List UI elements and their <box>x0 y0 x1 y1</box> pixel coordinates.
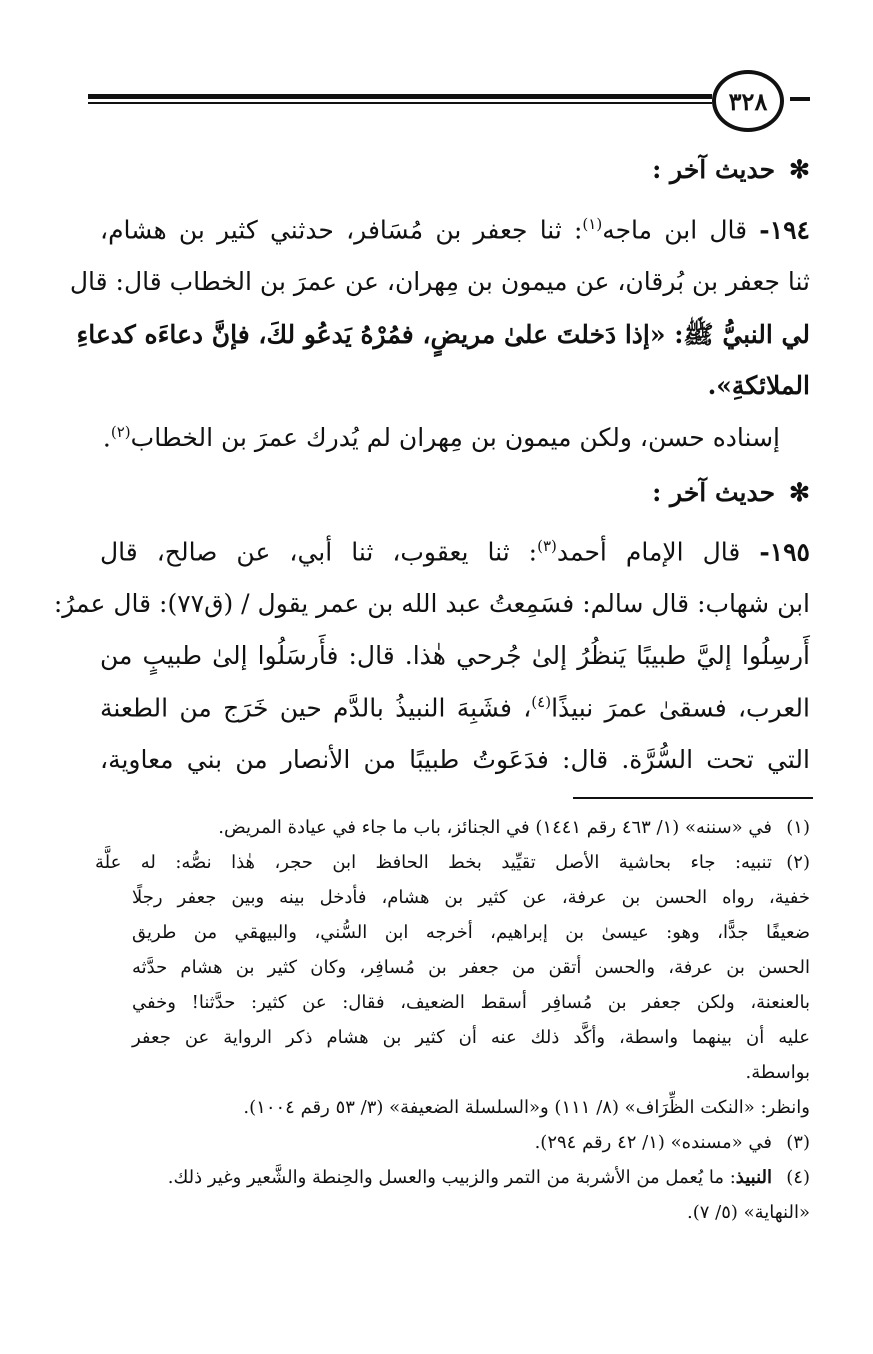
footnote-ref[interactable]: (٢) <box>110 423 131 441</box>
hadith-194-line-1: ١٩٤- قال ابن ماجه$^{(١)}$: ثنا جعفر بن مُسَافر، حدثني كثير بن هشام، <box>100 215 810 245</box>
hadith-195-line-4: العرب، فسقىٰ عمرَ نبيذًا$^{(٤)}$، فشَبِهَ النبيذُ بالدَّم حين خَرَج من الطعنة <box>100 693 810 723</box>
hadith-195-line-1: ١٩٥- قال الإمام أحمد$^{(٣)}$: ثنا يعقوب، ثنا أبي، عن صالح، قال <box>100 537 810 567</box>
footnote-2-line-2: خفية، رواه الحسن بن عرفة، عن كثير بن هشام، فأدخل بينه وبين جعفر رجلًا <box>132 887 810 908</box>
asterisk-icon: ✻ <box>789 155 810 184</box>
footnote-2-line-5: بالعنعنة، ولكن جعفر بن مُسافِر أسقط الضعيف، فقال: عن كثير: حدَّثنا! وخفي <box>132 992 810 1013</box>
header-rule <box>88 94 712 106</box>
hadith-195-line-3: أَرسِلُوا إليَّ طبيبًا يَنظُرُ إلىٰ جُرحي هٰذا. قال: فأَرسَلُوا إلىٰ طبيبٍ من <box>100 641 810 670</box>
section-heading: ✻حديث آخر : <box>652 478 810 507</box>
header-rule-tail <box>790 97 810 101</box>
footnote-2-line-6: عليه أن بينهما واسطة، وأكَّد ذلك عنه أن كثير بن هشام ذكر الرواية عن جعفر <box>132 1027 810 1048</box>
footnote-4-line-2: «النهاية» (٥/ ٧). <box>686 1202 810 1223</box>
footnote-ref[interactable]: (١) <box>582 215 603 233</box>
hadith-195-line-5: التي تحت السُّرَّة. قال: فدَعَوتُ طبيبًا من الأنصار من بني معاوية، <box>100 745 810 774</box>
footnote-2-line-4: الحسن بن عرفة، والحسن أتقن من جعفر بن مُسافِر، وكان كثير بن هشام حدَّثه <box>132 957 810 978</box>
footnote-2-line-8: وانظر: «النكت الظِّرَاف» (٨/ ١١١) و«السلسلة الضعيفة» (٣/ ٥٣ رقم ١٠٠٤). <box>243 1097 810 1118</box>
footnote-3: (٣)في «مسنده» (١/ ٤٢ رقم ٢٩٤). <box>534 1132 810 1153</box>
hadith-194-line-2: ثنا جعفر بن بُرقان، عن ميمون بن مِهران، عن عمرَ بن الخطاب قال: قال <box>69 267 810 296</box>
hadith-194-line-4: الملائكةِ». <box>707 371 810 400</box>
footnote-1: (١)في «سننه» (١/ ٤٦٣ رقم ١٤٤١) في الجنائز، باب ما جاء في عيادة المريض. <box>218 817 810 838</box>
page-number: ٣٢٨ <box>712 70 784 132</box>
footnote-4-line-1: (٤)النبيذ: ما يُعمل من الأشربة من التمر والزبيب والعسل والحِنطة والشَّعير وغير ذلك. <box>167 1167 810 1188</box>
footnote-separator <box>573 797 813 799</box>
footnote-ref[interactable]: (٤) <box>531 693 552 711</box>
footnote-2-line-7: بواسطة. <box>745 1062 810 1083</box>
footnote-ref[interactable]: (٣) <box>537 537 557 555</box>
section-heading: ✻حديث آخر : <box>652 155 810 184</box>
hadith-194-line-3: لي النبيُّ ﷺ: «إذا دَخلتَ علىٰ مريضٍ، فمُرْهُ يَدعُو لكَ، فإنَّ دعاءَه كدعاءِ <box>76 320 810 349</box>
footnote-2-line-1: (٢)تنبيه: جاء بحاشية الأصل تقيِّيد بخط الحافظ ابن حجر، هٰذا نصُّه: له علَّة <box>95 852 810 873</box>
asterisk-icon: ✻ <box>789 478 810 507</box>
hadith-195-line-2: ابن شهاب: قال سالم: فسَمِعتُ عبد الله بن عمر يقول / (ق٧٧): قال عمرُ: <box>53 589 810 618</box>
footnote-2-line-3: ضعيفًا جدًّا، وهو: عيسىٰ بن إبراهيم، أخرجه ابن السُّني، والبيهقي من طريق <box>132 922 810 943</box>
isnad-comment: إسناده حسن، ولكن ميمون بن مِهران لم يُدرك عمرَ بن الخطاب$^{(٢)}$. <box>102 423 780 453</box>
